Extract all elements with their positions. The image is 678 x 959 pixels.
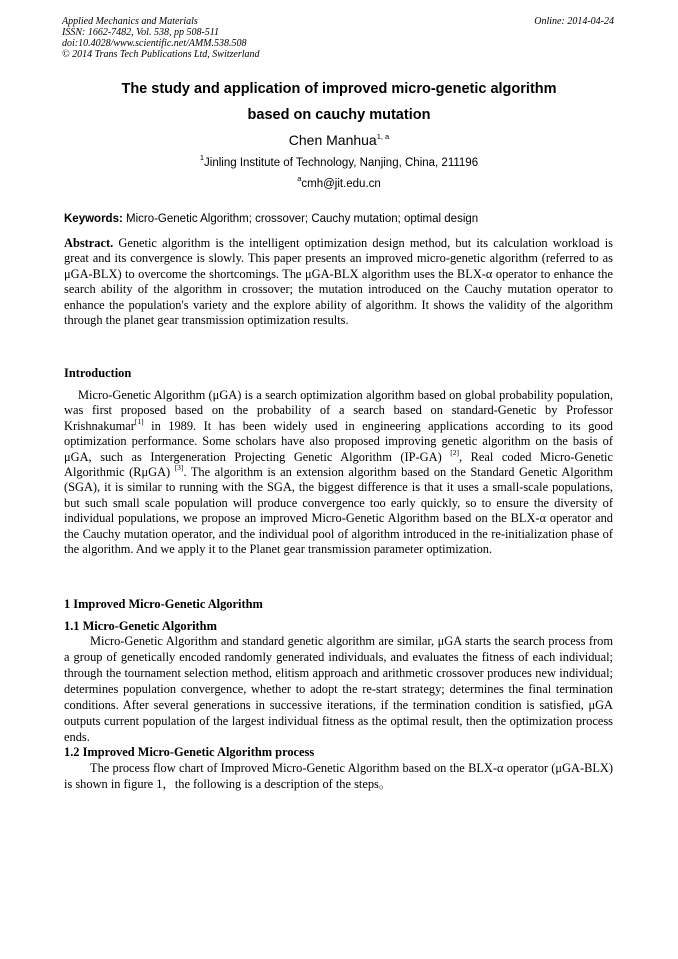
- author-line: [0, 132, 678, 148]
- paper-title-line-2: based on cauchy mutation: [247, 107, 431, 123]
- author-email[interactable]: cmh@jit.edu.cn: [301, 178, 381, 190]
- section-1-1-heading: 1.1 Micro-Genetic Algorithm: [64, 619, 217, 633]
- citation-1: [1]: [134, 416, 144, 426]
- intro-text-2: in 1989. It has been widely used in engineering applications according to its good optimization performance. Some scholars have also proposed improving genetic algorithm on the basis of μGA, such as Intergeneration Projecting Genetic Algorithm (IP-GA): [64, 418, 613, 464]
- doi-line: doi:10.4028/www.scientific.net/AMM.538.508: [62, 38, 247, 49]
- introduction-heading: Introduction: [64, 366, 132, 380]
- section-1-heading: 1 Improved Micro-Genetic Algorithm: [64, 597, 263, 611]
- keywords: [64, 212, 616, 226]
- affiliation-text: Jinling Institute of Technology, Nanjing, China, 211196: [204, 157, 479, 169]
- citation-2: [2]: [450, 447, 459, 457]
- intro-text-1: Micro-Genetic Algorithm (μGA) is a search optimization algorithm based on global probability population, was first proposed based on the probability of a search based on standard-Genetic by Professor Krishnakumar: [64, 388, 613, 433]
- keywords-label: Keywords:: [64, 213, 123, 225]
- affiliation-line: [0, 153, 678, 170]
- keywords-text: Micro-Genetic Algorithm; crossover; Cauchy mutation; optimal design: [122, 213, 479, 225]
- section-1-2-paragraph: The process flow chart of Improved Micro-Genetic Algorithm based on the BLX-α operator (μGA-BLX) is shown in figure 1，the following is a description of the steps。: [64, 761, 613, 791]
- abstract-text: Genetic algorithm is the intelligent optimization design method, but its calculation workload is great and its convergence is slowly. This paper presents an improved micro-genetic algorithm (referred to as μGA-BLX) to overcome the shortcomings. The μGA-BLX algorithm uses the BLX-α operator to enhance the search ability of the algorithm in crossover; the mutation introduced on the Cauchy mutation operator to enhance the population's variety and the explore ability of algorithm. It shows the validity of the algorithm through the planet gear transmission optimization results.: [64, 236, 613, 328]
- journal-name: Applied Mechanics and Materials: [62, 16, 198, 27]
- section-1-2-heading: 1.2 Improved Micro-Genetic Algorithm process: [64, 745, 315, 759]
- citation-3: [3]: [174, 463, 184, 473]
- affiliation-superscript: 1: [199, 153, 205, 162]
- abstract-label: Abstract.: [64, 236, 114, 250]
- abstract: [64, 236, 613, 328]
- paper-title-line-1: The study and application of improved micro-genetic algorithm: [121, 81, 557, 97]
- issn-line: ISSN: 1662-7482, Vol. 538, pp 508-511: [62, 27, 220, 38]
- introduction-paragraph: [64, 388, 613, 557]
- online-date: Online: 2014-04-24: [534, 16, 614, 27]
- intro-text-3: , Real coded Micro-Genetic Algorithmic (RμGA): [64, 449, 613, 480]
- intro-text-4: . The algorithm is an extension algorithm based on the Standard Genetic Algorithm (SGA), it is similar to running with the SGA, the biggest difference is that it uses a small-scale populations, but such small scale population will produce convergence too early quickly, so to ensure the diversity of individual populations, we propose an improved Micro-Genetic Algorithm based on the BLX-α operator and the Cauchy mutation operator, and the individual pool of algorithm introduced in the re-initialization phase of the algorithm. And we apply it to the Planet gear transmission parameter optimization.: [64, 465, 613, 557]
- email-line: [0, 174, 678, 191]
- section-1-1-paragraph: Micro-Genetic Algorithm and standard genetic algorithm are similar, μGA starts the search process from a group of genetically encoded randomly generated individuals, and evaluates the fitness of each individual; through the tournament selection method, elitism approach and arithmetic crossover produces new individual; determines population convergence, whether to adopt the re-start strategy; determines the final termination conditions. After several generations in successive iterations, if the termination condition is satisfied, μGA outputs current population of the largest individual fitness as the optimal result, then the optimization process ends.: [64, 634, 613, 744]
- author-superscript: 1, a: [376, 132, 390, 141]
- author-name: Chen Manhua: [288, 132, 377, 148]
- email-superscript: a: [297, 174, 302, 183]
- copyright-line: © 2014 Trans Tech Publications Ltd, Switzerland: [62, 49, 260, 60]
